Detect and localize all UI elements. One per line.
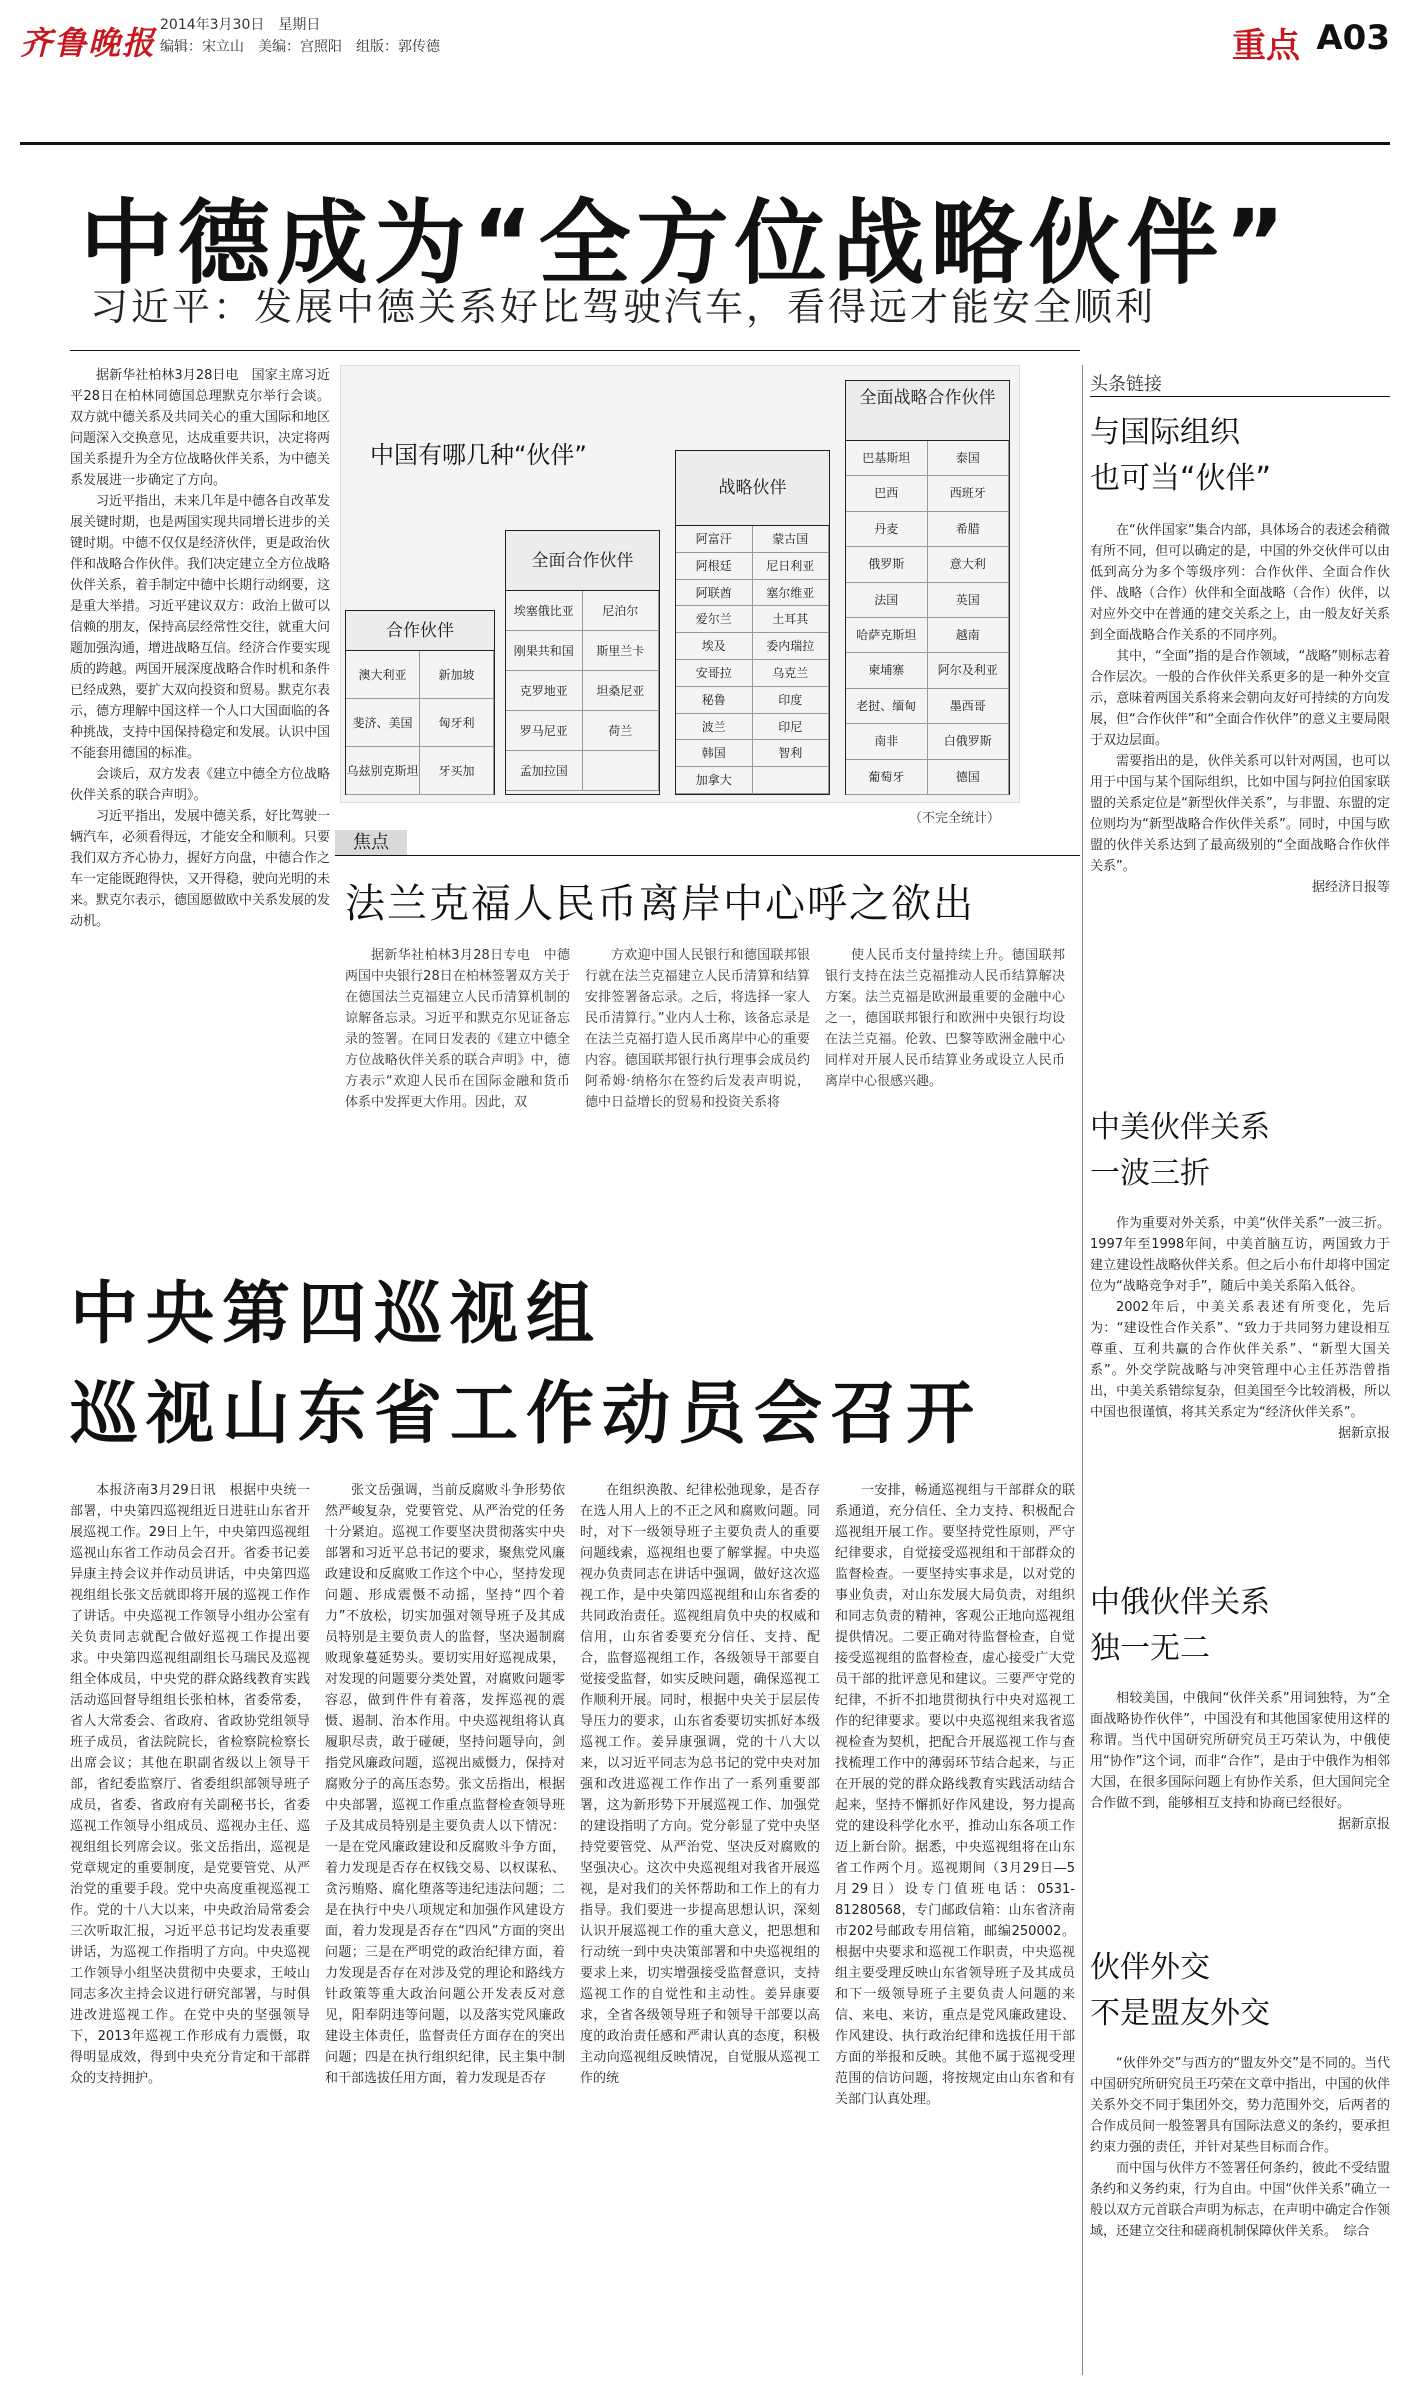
page-number: A03 <box>1316 18 1390 58</box>
sidebar-item <box>1090 1105 1390 1565</box>
tier-country: 加拿大 <box>676 767 753 794</box>
tier-table-cooperative <box>345 610 495 795</box>
second-headline-line2: 巡视山东省工作动员会召开 <box>70 1375 983 1454</box>
sidebar-paragraph: 2002年后，中美关系表述有所变化，先后为：“建设性合作关系”、“致力于共同努力建设相互尊重、互利共赢的合作伙伴关系”、“新型大国关系”。外交学院战略与冲突管理中心主任苏浩曾指出，中美关系错综复杂，但美国至今比较消极，所以中国也很谨慎，将其关系定为“经济伙伴关系”。 <box>1090 1300 1390 1420</box>
tier-country: 泰国 <box>928 441 1010 476</box>
tier-country: 安哥拉 <box>676 660 753 687</box>
tier-country: 英国 <box>928 583 1010 618</box>
tier-country: 韩国 <box>676 740 753 767</box>
sidebar-item-title: 中美伙伴关系 <box>1090 1110 1270 1145</box>
lead-paragraph: 会谈后，双方发表《建立中德全方位战略伙伴关系的联合声明》。 <box>70 767 330 803</box>
focus-divider <box>335 855 1080 856</box>
second-headline <box>70 1265 982 1465</box>
tier-country: 牙买加 <box>420 747 494 795</box>
second-story-column: 张文岳强调，当前反腐败斗争形势依然严峻复杂，党要管党、从严治党的任务十分紧迫。巡视工作要坚决贯彻落实中央部署和习近平总书记的要求，聚焦党风廉政建设和反腐败工作这个中心，坚持发现问题、形成震慑不动摇，坚持“四个着力”不放松，切实加强对领导班子及其成员特别是主要负责人的监督，坚决遏制腐败现象蔓延势头。要切实用好巡视成果，对发现的问题要分类处置，对腐败问题零容忍，做到件件有着落，发挥巡视的震慑、遏制、治本作用。中央巡视组将认真履职尽责，敢于碰硬，坚持问题导向，剑指党风廉政问题，巡视出威慑力，保持对腐败分子的高压态势。张文岳指出，根据中央部署，巡视工作重点监督检查领导班子及其成员特别是主要负责人以下情况：一是在党风廉政建设和反腐败斗争方面，着力发现是否存在权钱交易、以权谋私、贪污贿赂、腐化堕落等违纪违法问题；二是在执行中央八项规定和加强作风建设方面，着力发现是否存在“四风”方面的突出问题；三是在严明党的政治纪律方面，着力发现是否存在对涉及党的理论和路线方针政策等重大政治问题公开发表反对意见，阳奉阴违等问题，以及落实党风廉政建设主体责任，监督责任方面存在的突出问题；四是在执行组织纪律，民主集中制和干部选拔任用方面，着力发现是否存 <box>325 1483 565 2086</box>
tier-country: 阿富汗 <box>676 526 753 553</box>
section-label: 重点 <box>1232 26 1300 66</box>
sidebar-paragraph: 而中国与伙伴方不签署任何条约，彼此不受结盟条约和义务约束，行为自由。中国“伙伴关系”确立一般以双方元首联合声明为标志，在声明中确定合作领域，还建立交往和磋商机制保障伙伴关系。 综合 <box>1090 2161 1390 2239</box>
sidebar-item-text <box>1090 2053 1390 2242</box>
focus-headline: 法兰克福人民币离岸中心呼之欲出 <box>345 881 975 927</box>
sidebar-divider <box>1082 365 1083 2375</box>
tier-table-comprehensive-strategic <box>845 380 1010 795</box>
tier-country: 塞尔维亚 <box>753 580 830 607</box>
tier-country: 孟加拉国 <box>506 751 583 791</box>
tier-country: 老挝、缅甸 <box>846 689 928 724</box>
sidebar-item-text <box>1090 520 1390 898</box>
second-headline-line1: 中央第四巡视组 <box>70 1275 603 1354</box>
tier-country: 巴西 <box>846 476 928 511</box>
second-story-column: 一安排，畅通巡视组与干部群众的联系通道，充分信任、全力支持、积极配合巡视组开展工作。要坚持党性原则，严守纪律要求，自觉接受巡视组和干部群众的监督检查。一要坚持实事求是，以对党的事业负责，对山东发展大局负责，对组织和同志负责的精神，客观公正地向巡视组提供情况。二要正确对待监督检查，自觉接受巡视组的监督检查，虚心接受广大党员干部的批评意见和建议。三要严守党的纪律，不折不扣地贯彻执行中央对巡视工作的纪律要求。要以中央巡视组来我省巡视检查为契机，把配合开展巡视工作与查找梳理工作中的薄弱环节结合起来，与正在开展的党的群众路线教育实践活动结合起来，坚持不懈抓好作风建设，努力提高党的建设科学化水平，推动山东各项工作迈上新台阶。据悉，中央巡视组将在山东省工作两个月。巡视期间（3月29日—5月29日）设专门值班电话：0531-81280568，专门邮政信箱：山东省济南市202号邮政专用信箱，邮编250002。根据中央要求和巡视工作职责，中央巡视组主要受理反映山东省领导班子及其成员和下一级领导班子主要负责人问题的来信、来电、来访，重点是党风廉政建设、作风建设、执行政治纪律和选拔任用干部方面的举报和反映。其他不属于巡视受理范围的信访问题，将按规定由山东省和有关部门认真处理。 <box>835 1483 1075 2107</box>
tier-country: 乌兹别克斯坦 <box>346 747 420 795</box>
lead-divider <box>70 350 1080 351</box>
sidebar-tag-divider <box>1090 396 1390 397</box>
sidebar-item-title: 一波三折 <box>1090 1156 1210 1191</box>
tier-country: 刚果共和国 <box>506 631 583 671</box>
graphic-footnote: （不完全统计） <box>908 811 1000 826</box>
masthead-divider <box>20 142 1390 145</box>
second-story-column: 本报济南3月29日讯 根据中央统一部署，中央第四巡视组近日进驻山东省开展巡视工作。29日上午，中央第四巡视组巡视山东省工作动员会召开。省委书记姜异康主持会议并作动员讲话，中央第四巡视组组长张文岳就即将开展的巡视工作作了讲话。中央巡视工作领导小组办公室有关负责同志就配合做好巡视工作提出要求。中央第四巡视组副组长马瑞民及巡视组全体成员，中央党的群众路线教育实践活动巡回督导组组长张柏林，省委常委，省人大常委会、省政府、省政协党组领导班子成员，省法院院长，省检察院检察长出席会议；其他在职副省级以上领导干部，省纪委监察厅、省委组织部领导班子成员，省委、省政府有关副秘书长，省委巡视工作领导小组成员、巡视办主任、巡视组组长列席会议。张文岳指出，巡视是党章规定的重要制度，是党要管党、从严治党的重要手段。党中央高度重视巡视工作。党的十八大以来，中央政治局常委会三次听取汇报，习近平总书记均发表重要讲话，为巡视工作指明了方向。中央巡视工作领导小组坚决贯彻中央要求，王岐山同志多次主持会议进行研究部署，与时俱进改进巡视工作。在党中央的坚强领导下，2013年巡视工作形成有力震慑，取得明显成效，得到中央充分肯定和干部群众的支持拥护。 <box>70 1483 310 2086</box>
tier-country: 乌克兰 <box>753 660 830 687</box>
sidebar-item <box>1090 1945 1390 2375</box>
tier-country: 荷兰 <box>583 711 660 751</box>
tier-country: 埃塞俄比亚 <box>506 591 583 631</box>
tier-country <box>753 767 830 794</box>
focus-column: 方欢迎中国人民银行和德国联邦银行就在法兰克福建立人民币清算和结算安排签署备忘录。之后，将选择一家人民币清算行。”业内人士称，该备忘录是在法兰克福打造人民币离岸中心的重要内容。德国联邦银行执行理事会成员约阿希姆·纳格尔在签约后发表声明说，德中日益增长的贸易和投资关系将 <box>585 948 810 1110</box>
tier-country: 匈牙利 <box>420 699 494 747</box>
tier-country: 西班牙 <box>928 476 1010 511</box>
focus-column: 使人民币支付量持续上升。德国联邦银行支持在法兰克福推动人民币结算解决方案。法兰克福是欧洲最重要的金融中心之一，德国联邦银行和欧洲中央银行均设在法兰克福。伦敦、巴黎等欧洲金融中心同样对开展人民币结算业务或设立人民币离岸中心很感兴趣。 <box>825 948 1065 1089</box>
tier-country: 波兰 <box>676 714 753 741</box>
sidebar-paragraph: 在“伙伴国家”集合内部，具体场合的表述会稍微有所不同，但可以确定的是，中国的外交伙伴可以由低到高分为多个等级序列：合作伙伴、全面合作伙伴、战略（合作）伙伴和全面战略（合作）伙伴，以对应外交中在普通的建交关系之上，由一般友好关系到全面战略合作关系的不同序列。 <box>1090 523 1390 643</box>
tier-country: 埃及 <box>676 633 753 660</box>
sidebar-item-title: 伙伴外交 <box>1090 1950 1210 1985</box>
tier-country: 南非 <box>846 724 928 759</box>
tier-country <box>583 751 660 791</box>
tier-country: 爱尔兰 <box>676 606 753 633</box>
issue-date: 2014年3月30日 星期日 <box>160 17 321 33</box>
tier-country: 德国 <box>928 760 1010 795</box>
sidebar-source: 据经济日报等 <box>1311 880 1390 895</box>
tier-country: 澳大利亚 <box>346 651 420 699</box>
tier-country: 墨西哥 <box>928 689 1010 724</box>
sidebar-paragraph: 其中，“全面”指的是合作领域，“战略”则标志着合作层次。一般的合作伙伴关系更多的是一种外交宣示，意味着两国关系将来会朝向友好可持续的方向发展，但“合作伙伴”和“全面合作伙伴”的意义主要局限于双边层面。 <box>1090 649 1390 748</box>
tier-table-strategic <box>675 450 830 795</box>
sidebar-item <box>1090 410 1390 1050</box>
tier-country: 克罗地亚 <box>506 671 583 711</box>
sidebar-source: 据新京报 <box>1337 1426 1390 1441</box>
tier-country: 斯里兰卡 <box>583 631 660 671</box>
sidebar-item-text <box>1090 1213 1390 1444</box>
tier-country: 阿尔及利亚 <box>928 653 1010 688</box>
tier-country: 柬埔寨 <box>846 653 928 688</box>
lead-story-body <box>70 365 330 1225</box>
masthead <box>20 10 1390 66</box>
sidebar-item-title: 与国际组织 <box>1090 415 1240 450</box>
graphic-title: 中国有哪几种“伙伴” <box>370 441 587 469</box>
tier-country: 葡萄牙 <box>846 760 928 795</box>
tier-name: 合作伙伴 <box>346 611 494 651</box>
lead-subheadline: 习近平：发展中德关系好比驾驶汽车，看得远才能安全顺利 <box>90 285 1157 329</box>
second-story-column: 在组织涣散、纪律松弛现象，是否存在选人用人上的不正之风和腐败问题。同时，对下一级领导班子主要负责人的重要问题线索，巡视组也要了解掌握。中央巡视办负责同志在讲话中强调，做好这次巡视工作，是中央第四巡视组和山东省委的共同政治责任。巡视组肩负中央的权威和信用，山东省委要充分信任、支持、配合，监督巡视组工作，各级领导干部要自觉接受监督，如实反映问题，确保巡视工作顺利开展。同时，根据中央关于层层传导压力的要求，山东省委要切实抓好本级巡视工作。姜异康强调，党的十八大以来，以习近平同志为总书记的党中央对加强和改进巡视工作作出了一系列重要部署，这为新形势下开展巡视工作、加强党的建设指明了方向。党分彰显了党中央坚持党要管党、从严治党、坚决反对腐败的坚强决心。这次中央巡视组对我省开展巡视，是对我们的关怀帮助和工作上的有力指导。我们要进一步提高思想认识，深刻认识开展巡视工作的重大意义，把思想和行动统一到中央决策部署和中央巡视组的要求上来，切实增强接受监督意识，支持巡视工作的自觉性和主动性。姜异康要求，全省各级领导班子和领导干部要以高度的政治责任感和严肃认真的态度，积极主动向巡视组反映情况，自觉服从巡视工作的统 <box>580 1483 820 2086</box>
tier-country: 罗马尼亚 <box>506 711 583 751</box>
tier-country: 秘鲁 <box>676 687 753 714</box>
sidebar-source: 据新京报 <box>1337 1817 1390 1832</box>
tier-country: 委内瑞拉 <box>753 633 830 660</box>
tier-country: 斐济、美国 <box>346 699 420 747</box>
sidebar-paragraph: 需要指出的是，伙伴关系可以针对两国，也可以用于中国与某个国际组织，比如中国与阿拉伯国家联盟的关系定位是“新型伙伴关系”，与非盟、东盟的定位则均为“新型战略合作伙伴关系”。同时，中国与欧盟的伙伴关系达到了最高级别的“全面战略合作伙伴关系”。 <box>1090 754 1390 874</box>
tier-country: 印尼 <box>753 714 830 741</box>
sidebar-tag: 头条链接 <box>1090 374 1162 395</box>
tier-country: 尼日利亚 <box>753 553 830 580</box>
sidebar-item <box>1090 1580 1390 1920</box>
focus-tag: 焦点 <box>335 830 407 856</box>
tier-country: 意大利 <box>928 547 1010 582</box>
tier-country: 巴基斯坦 <box>846 441 928 476</box>
sidebar-item-title: 也可当“伙伴” <box>1090 461 1272 496</box>
sidebar-paragraph: 作为重要对外关系，中美“伙伴关系”一波三折。1997年至1998年间，中美首脑互访，两国致力于建立建设性战略伙伴关系。但之后小布什却将中国定位为“战略竞争对手”，随后中美关系陷入低谷。 <box>1090 1216 1390 1294</box>
tier-country: 蒙古国 <box>753 526 830 553</box>
tier-country: 尼泊尔 <box>583 591 660 631</box>
tier-country: 智利 <box>753 740 830 767</box>
tier-country: 丹麦 <box>846 512 928 547</box>
tier-country: 土耳其 <box>753 606 830 633</box>
partner-tier-graphic <box>340 365 1020 825</box>
tier-country: 俄罗斯 <box>846 547 928 582</box>
tier-country: 阿联酋 <box>676 580 753 607</box>
sidebar-paragraph: “伙伴外交”与西方的“盟友外交”是不同的。当代中国研究所研究员王巧荣在文章中指出，中国的伙伴关系外交不同于集团外交，势力范围外交，后两者的合作成员间一般签署具有国际法意义的条约，要承担约束力强的责任，并针对某些目标而合作。 <box>1090 2056 1390 2155</box>
tier-country: 越南 <box>928 618 1010 653</box>
lead-headline: 中德成为“全方位战略伙伴” <box>80 190 1291 297</box>
tier-country: 哈萨克斯坦 <box>846 618 928 653</box>
newspaper-logo: 齐鲁晚报 <box>20 24 157 62</box>
lead-paragraph: 习近平指出，发展中德关系，好比驾驶一辆汽车，必须看得远，才能安全和顺利。只要我们双方齐心协力，握好方向盘，中德合作之车一定能既跑得快，又开得稳，驶向光明的未来。默克尔表示，德国愿做欧中关系发展的发动机。 <box>70 809 330 929</box>
focus-column: 据新华社柏林3月28日专电 中德两国中央银行28日在柏林签署双方关于在德国法兰克福建立人民币清算机制的谅解备忘录。习近平和默克尔见证备忘录的签署。在同日发表的《建立中德全方位战略伙伴关系的联合声明》中，德方表示“欢迎人民币在国际金融和货币体系中发挥更大作用。因此，双 <box>345 948 570 1110</box>
tier-country: 法国 <box>846 583 928 618</box>
tier-country: 坦桑尼亚 <box>583 671 660 711</box>
sidebar-paragraph: 相较美国，中俄间“伙伴关系”用词独特，为“全面战略协作伙伴”，中国没有和其他国家使用这样的称谓。当代中国研究所研究员王巧荣认为，中俄使用“协作”这个词，而非“合作”，是由于中俄作为相邻大国，在很多国际问题上有协作关系，但大国间完全合作做不到，能够相互支持和协商已经很好。 <box>1090 1691 1390 1811</box>
lead-paragraph: 据新华社柏林3月28日电 国家主席习近平28日在柏林同德国总理默克尔举行会谈。双方就中德关系及共同关心的重大国际和地区问题深入交换意见，达成重要共识，决定将两国关系提升为全方位战略伙伴关系，为中德关系发展进一步确定了方向。 <box>70 368 330 488</box>
sidebar-item-text <box>1090 1688 1390 1835</box>
sidebar-item-title: 不是盟友外交 <box>1090 1996 1270 2031</box>
lead-paragraph: 习近平指出，未来几年是中德各自改革发展关键时期，也是两国实现共同增长进步的关键时期。中德不仅仅是经济伙伴，更是政治伙伴和战略合作伙伴。我们决定建立全方位战略伙伴关系，着手制定中德中长期行动纲要，这是重大举措。习近平建议双方：政治上做可以信赖的朋友，保持高层经常性交往，就重大问题加强沟通，增进战略互信。经济合作要实现质的跨越。两国开展深度战略合作时机和条件已经成熟，要扩大双向投资和贸易。默克尔表示，德方理解中国这样一个人口大国面临的各种挑战，支持中国保持稳定和发展。认识中国不能套用德国的标准。 <box>70 494 330 761</box>
tier-name: 全面战略合作伙伴 <box>846 381 1009 441</box>
issue-meta <box>160 14 440 58</box>
tier-country: 希腊 <box>928 512 1010 547</box>
editor-credits: 编辑：宋立山 美编：宫照阳 组版：郭传德 <box>160 39 440 55</box>
tier-country: 阿根廷 <box>676 553 753 580</box>
sidebar-item-title: 中俄伙伴关系 <box>1090 1585 1270 1620</box>
tier-table-comprehensive <box>505 530 660 795</box>
tier-name: 战略伙伴 <box>676 451 829 526</box>
tier-name: 全面合作伙伴 <box>506 531 659 591</box>
tier-country: 印度 <box>753 687 830 714</box>
sidebar-item-title: 独一无二 <box>1090 1631 1210 1666</box>
tier-country: 新加坡 <box>420 651 494 699</box>
tier-country: 白俄罗斯 <box>928 724 1010 759</box>
